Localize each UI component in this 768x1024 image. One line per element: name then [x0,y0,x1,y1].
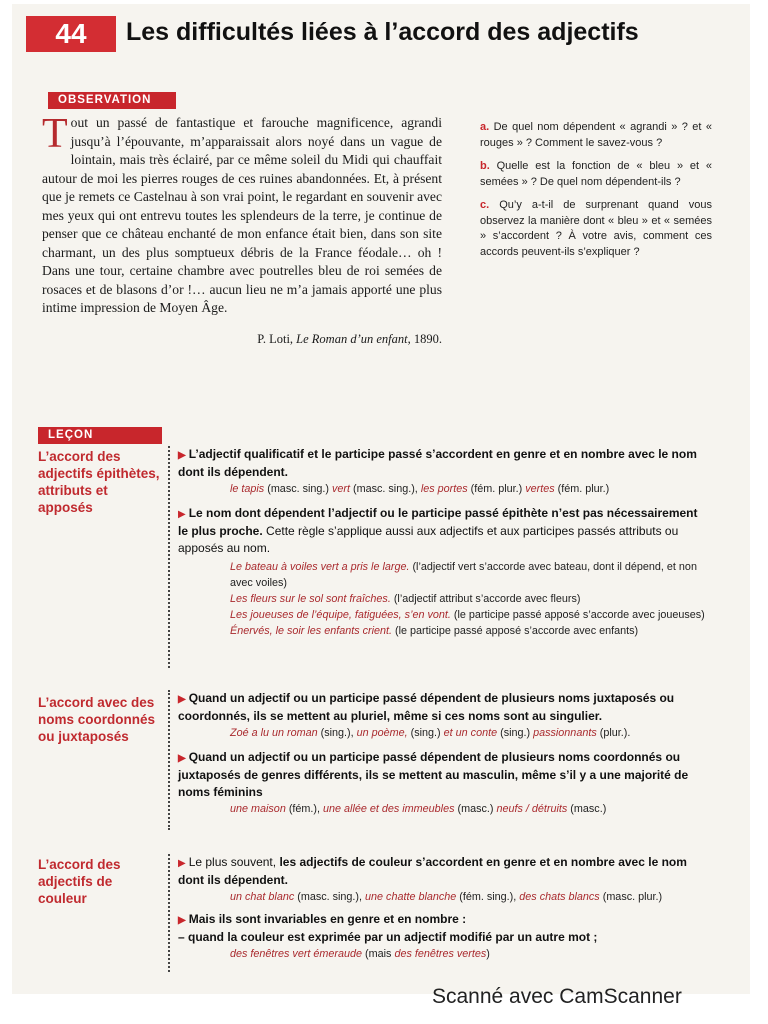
example-line: Énervés, le soir les enfants crient. (le participe passé apposé s’accorde avec enfants) [230,625,639,637]
scanner-watermark: Scanné avec CamScanner [432,985,682,1008]
drop-cap: T [42,111,68,157]
chapter-header [26,14,639,54]
lecon-tag: LEÇON [38,427,162,444]
example-line: des fenêtres vert émeraude (mais des fenêtres vertes) [230,948,490,960]
example-list [230,559,708,639]
rule: ▶ Le plus souvent, les adjectifs de couleur s’accordent en genre et en nombre avec le nom dont ils dépendent. [178,855,687,887]
chapter-number: 44 [26,16,116,52]
example-line: Le bateau à voiles vert a pris le large. (l’adjectif vert s’accorde avec bateau, dont il dépend, et non avec voiles) [230,561,697,589]
example-line: Zoé a lu un roman (sing.), un poème, (sing.) et un conte (sing.) passionnants (plur.). [230,727,631,739]
section-title-couleur: L’accord des adjectifs de couleur [38,857,121,906]
section-divider [168,690,170,830]
triangle-bullet-icon: ▶ [178,858,186,869]
section-divider [168,446,170,668]
question-letter: a. [480,121,490,133]
citation-source: Le Roman d’un enfant [296,332,408,346]
section-divider [168,854,170,972]
triangle-bullet-icon: ▶ [178,450,186,461]
question-b [480,159,712,190]
triangle-bullet-icon: ▶ [178,509,186,520]
section-coordonnes [178,690,708,817]
rule: – quand la couleur est exprimée par un adjectif modifié par un autre mot ; [178,930,598,944]
textbook-page [12,4,750,994]
citation-author: P. Loti, [257,332,297,346]
citation-year: , 1890. [407,332,442,346]
observation-paragraph: out un passé de fantastique et farouche magnificence, agrandi jusqu’à l’épouvante, m’apparaissait alors noyé dans un vague de lointain, mais très éclairé, par ce même soleil du Midi qui chauffait autour de moi les pierres rouges de ces ruines abandonnées. Et, à présent que je remets ce Castelnau à son vrai point, le regardant en souvenir avec mes yeux qui ont entrevu toutes les splendeurs de la terre, je continue de penser que ce château enchanté de mon enfance était bien, dans son site charmant, un des plus somptueux débris de la France féodale… oh ! Dans une tour, certaine chambre avec poutrelles bleu de roi semées de rosaces et de blasons d’or !… aucun lieu ne m’a jamais apporté une plus intime impression de Moyen Âge. [42,115,442,315]
rule: ▶ L’adjectif qualificatif et le participe passé s’accordent en genre et en nombre avec le nom dont ils dépendent. [178,447,697,479]
question-text: De quel nom dépendent « agrandi » ? et « rouges » ? Comment le savez-vous ? [480,121,712,149]
example-line: Les joueuses de l’équipe, fatiguées, s’en vont. (le participe passé apposé s’accorde avec joueuses) [230,609,705,621]
rule: ▶ Mais ils sont invariables en genre et en nombre : [178,912,467,926]
section-title-coordonnes: L’accord avec des noms coordonnés ou juxtaposés [38,695,156,744]
rule: ▶ Quand un adjectif ou un participe passé dépendent de plusieurs noms coordonnés ou juxtaposés de genres différents, ils se mettent au masculin, même s’il y a une majorité de noms féminins [178,750,689,799]
example-line: une maison (fém.), une allée et des immeubles (masc.) neufs / détruits (masc.) [230,803,607,815]
observation-text [42,111,442,318]
example-line: un chat blanc (masc. sing.), une chatte blanche (fém. sing.), des chats blancs (masc. plur.) [230,891,663,903]
question-letter: b. [480,160,490,172]
citation [212,332,442,347]
example-line: Les fleurs sur le sol sont fraîches. (l’adjectif attribut s’accorde avec fleurs) [230,593,581,605]
triangle-bullet-icon: ▶ [178,694,186,705]
question-c [480,198,712,260]
question-text: Quelle est la fonction de « bleu » et « semées » ? De quel nom dépendent-ils ? [480,160,712,188]
question-letter: c. [480,199,490,211]
chapter-title: Les difficultés liées à l’accord des adjectifs [126,18,639,46]
rule: ▶ Le nom dont dépendent l’adjectif ou le participe passé épithète n’est pas nécessairement le plus proche. Cette règle s’applique aussi aux adjectifs et aux participes passés attributs ou apposés au nom. [178,506,698,555]
triangle-bullet-icon: ▶ [178,753,186,764]
section-epithetes [178,446,708,639]
observation-tag: OBSERVATION [48,92,176,109]
rule: ▶ Quand un adjectif ou un participe passé dépendent de plusieurs noms juxtaposés ou coordonnés, ils se mettent au pluriel, même si ces noms sont au singulier. [178,691,675,723]
question-text: Qu’y a-t-il de surprenant quand vous observez la manière dont « bleu » et « semées » s’accordent ? À votre avis, comment ces accords peuvent-ils s’expliquer ? [480,199,712,258]
questions-list [480,120,712,268]
section-title-epithetes: L’accord des adjectifs épithètes, attributs et apposés [38,449,160,515]
question-a [480,120,712,151]
example-line: le tapis (masc. sing.) vert (masc. sing.), les portes (fém. plur.) vertes (fém. plur.) [230,483,610,495]
triangle-bullet-icon: ▶ [178,915,186,926]
section-couleur [178,854,708,962]
